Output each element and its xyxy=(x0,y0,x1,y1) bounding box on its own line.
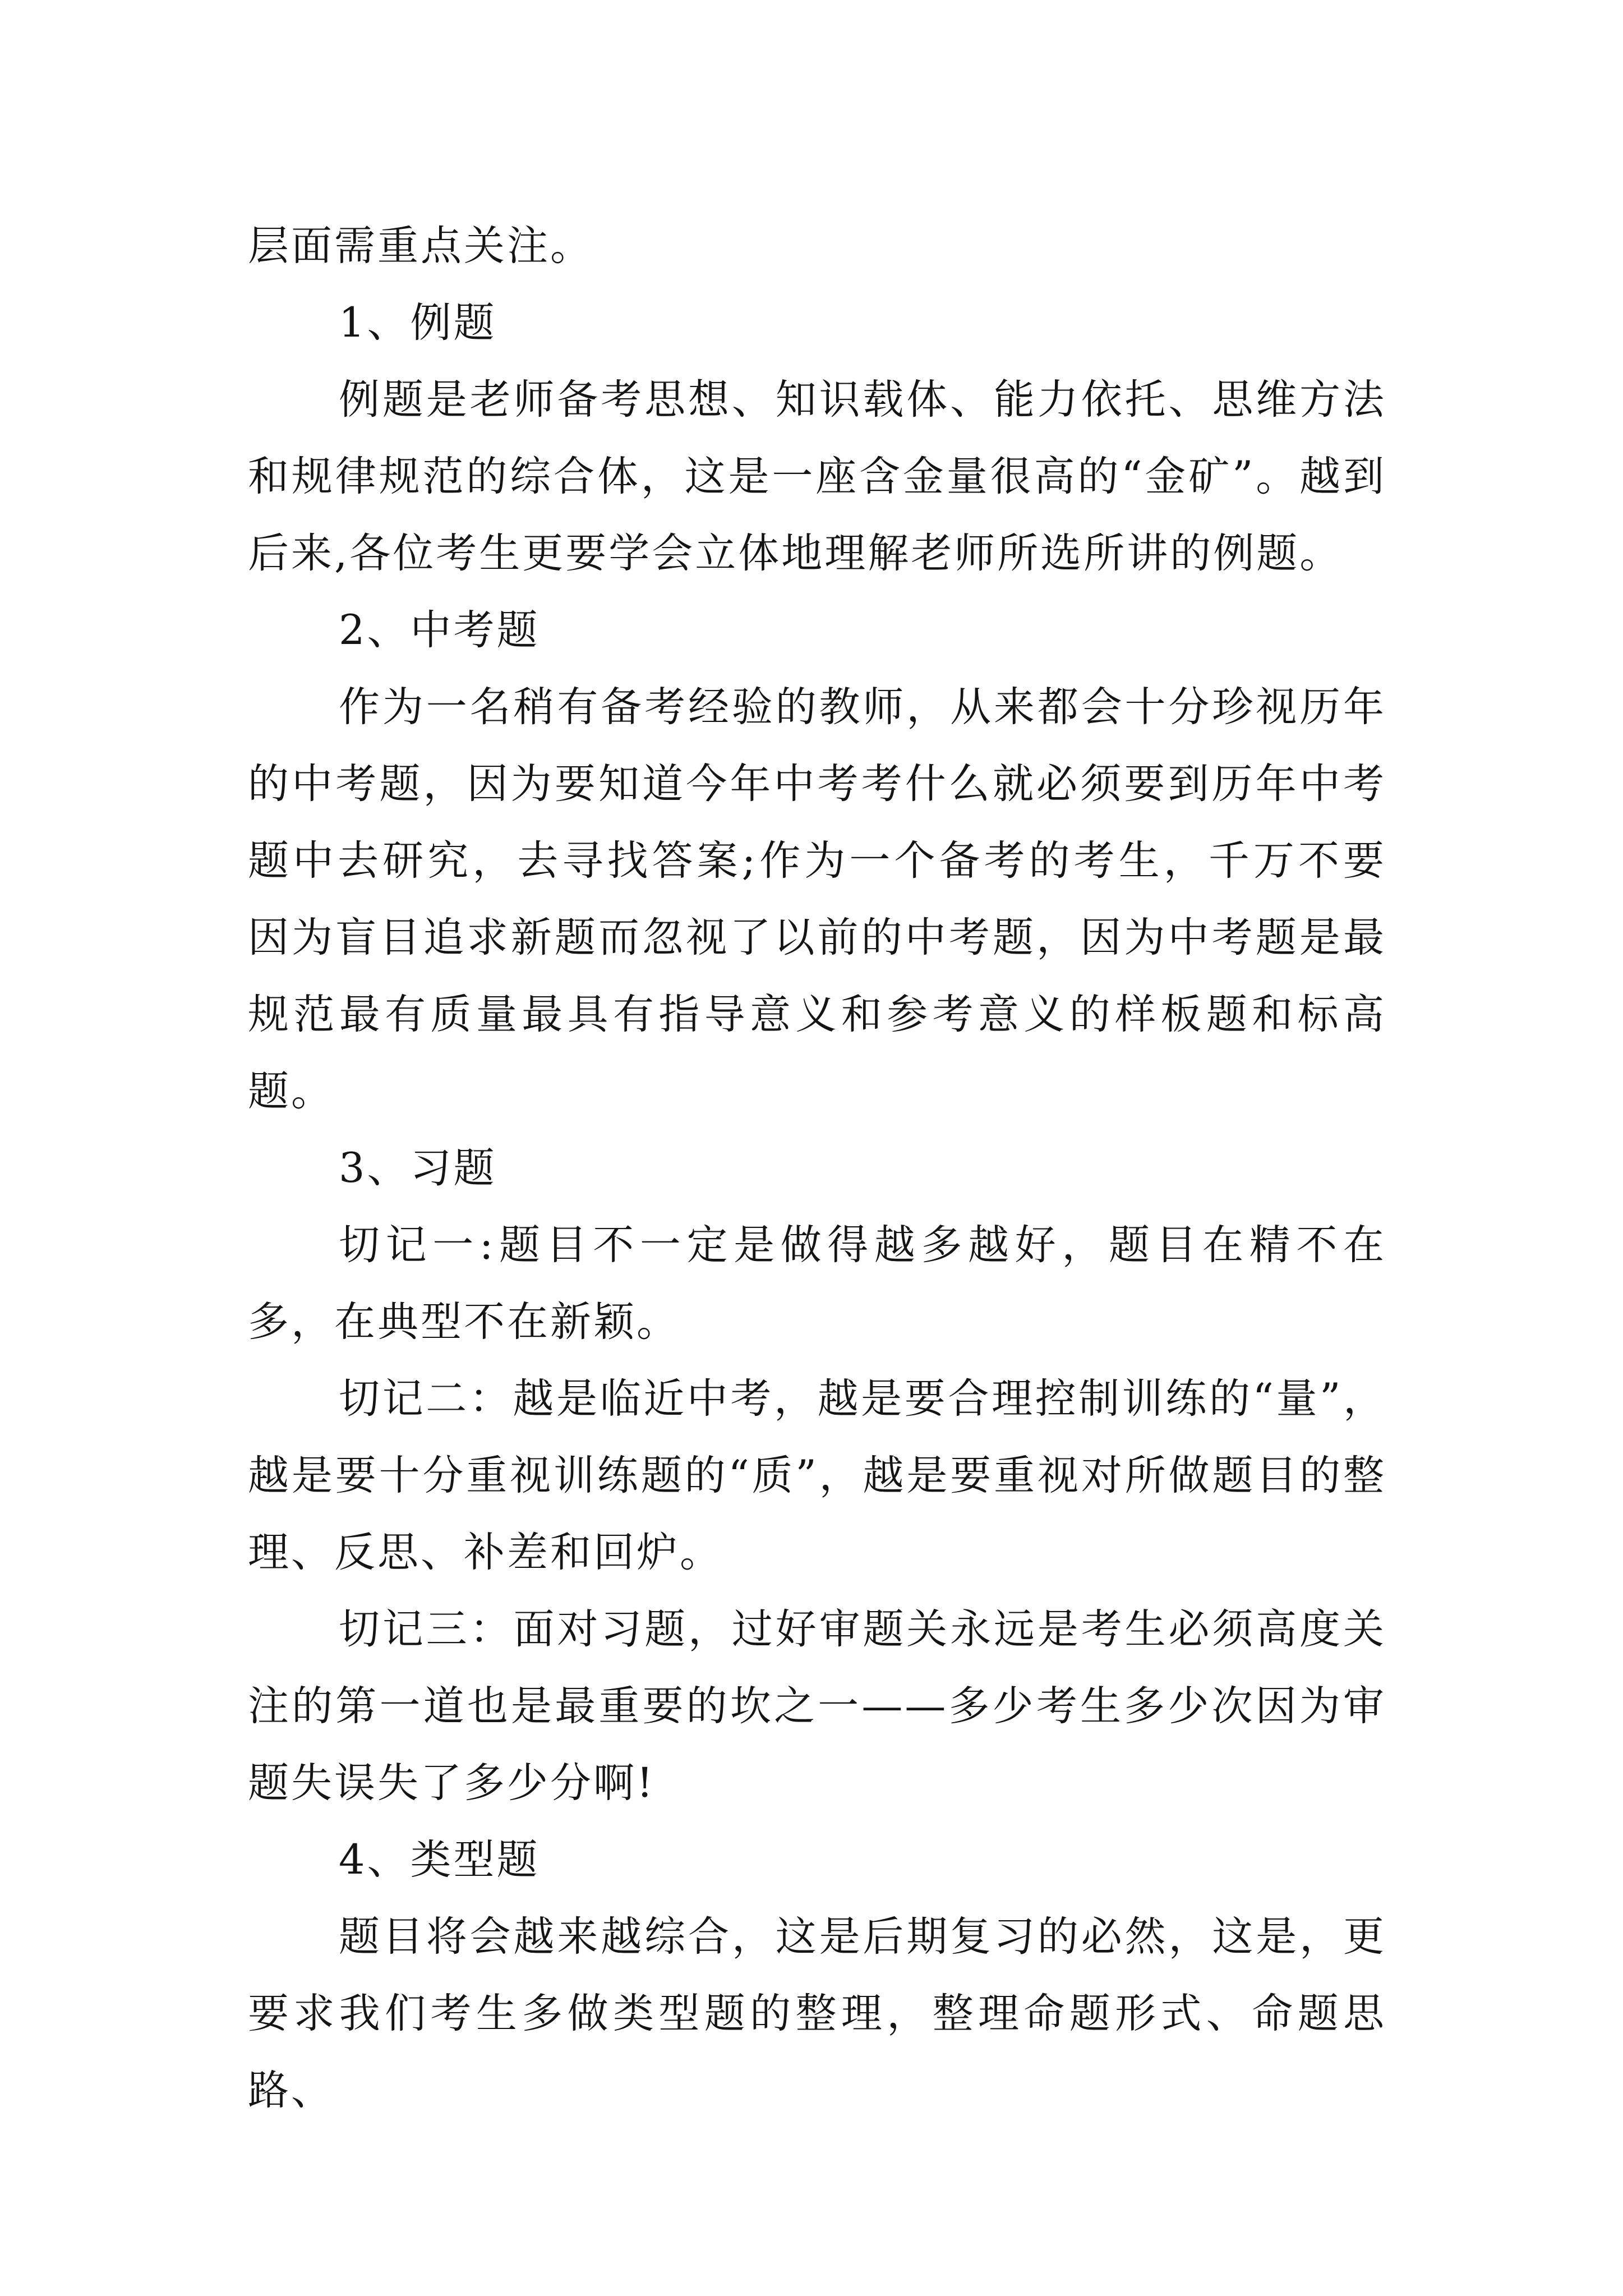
section-heading-question-types: 4、类型题 xyxy=(339,1836,540,1884)
section-heading-example: 1、例题 xyxy=(339,299,497,347)
section-heading-exam-questions: 2、中考题 xyxy=(339,606,540,654)
document-body xyxy=(248,208,1386,2129)
paragraph-exam-questions: 作为一名稍有备考经验的教师，从来都会十分珍视历年的中考题，因为要知道今年中考考什么就必须要到历年中考题中去研究，去寻找答案;作为一个备考的考生，千万不要因为盲目追求新题而忽视了以前的中考题，因为中考题是最规范最有质量最具有指导意义和参考意义的样板题和标高题。 xyxy=(248,683,1386,1115)
paragraph-remember-three: 切记三：面对习题，过好审题关永远是考生必须高度关注的第一道也是最重要的坎之一——多少考生多少次因为审题失误失了多少分啊! xyxy=(248,1605,1386,1807)
paragraph-remember-two: 切记二：越是临近中考，越是要合理控制训练的“量”，越是要十分重视训练题的“质”，越是要重视对所做题目的整理、反思、补差和回炉。 xyxy=(248,1375,1386,1576)
section-heading-exercises: 3、习题 xyxy=(339,1144,497,1192)
paragraph-question-types: 题目将会越来越综合，这是后期复习的必然，这是，更要求我们考生多做类型题的整理，整理命题形式、命题思路、 xyxy=(248,1913,1386,2114)
paragraph-example: 例题是老师备考思想、知识载体、能力依托、思维方法和规律规范的综合体，这是一座含金量很高的“金矿”。越到后来,各位考生更要学会立体地理解老师所选所讲的例题。 xyxy=(248,376,1386,577)
paragraph-continuation: 层面需重点关注。 xyxy=(248,222,593,270)
paragraph-remember-one: 切记一:题目不一定是做得越多越好，题目在精不在多，在典型不在新颖。 xyxy=(248,1221,1386,1346)
